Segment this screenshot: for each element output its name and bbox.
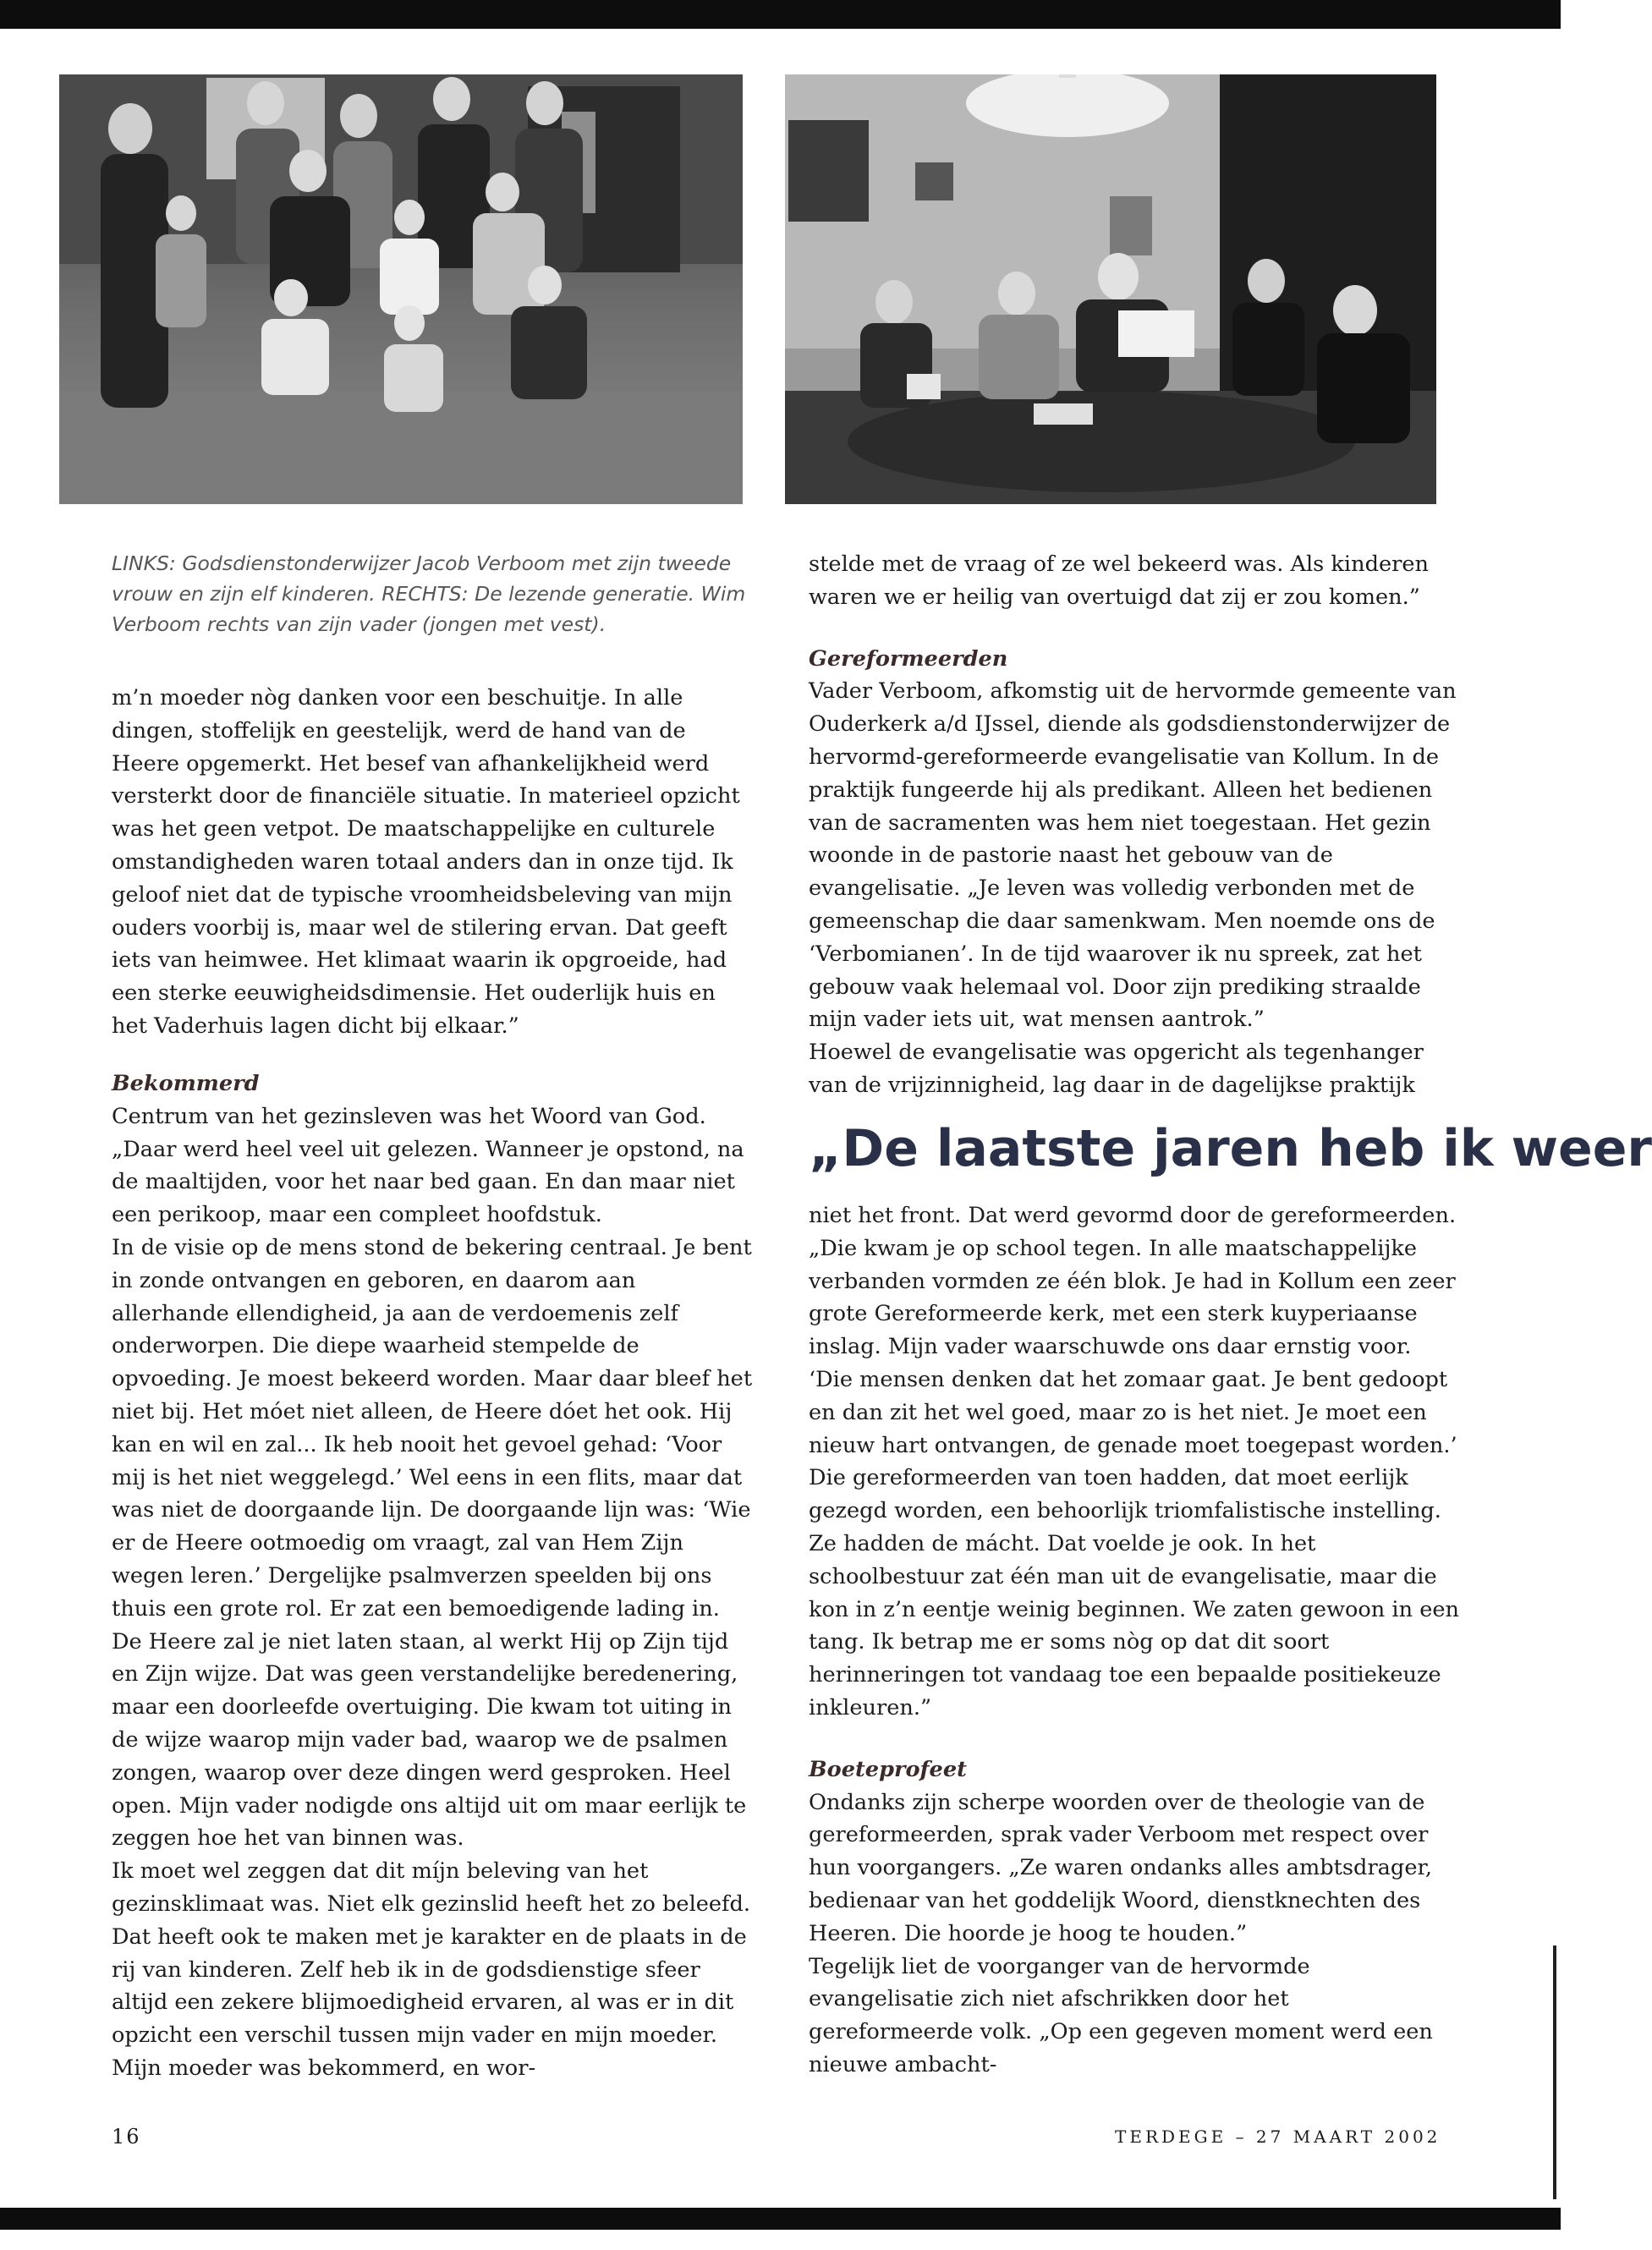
section-heading-boeteprofeet: Boeteprofeet bbox=[809, 1756, 967, 1782]
paragraph: Tegelijk liet de voorganger van de hervormde evangelisatie zich niet afschrikken door het gereformeerde volk. „Op een gegeven moment werd een nieuwe ambacht- bbox=[809, 1953, 1433, 2077]
paragraph: Hoewel de evangelisatie was opgericht als tegenhanger van de vrijzinnigheid, lag daar in de dagelijkse praktijk bbox=[809, 1040, 1424, 1098]
left-column-section bbox=[112, 1067, 755, 2085]
paragraph: stelde met de vraag of ze wel bekeerd was. Als kinderen waren we er heilig van overtuigd dat zij er zou komen.” bbox=[809, 552, 1429, 610]
paragraph: Vader Verboom, afkomstig uit de hervormde gemeente van Ouderkerk a/d IJssel, diende als godsdienstonderwijzer de hervormd-gereformeerde evangelisatie van Kollum. In de praktijk fungeerde hij als predikant. Alleen het bedienen van de sacramenten was hem niet toegestaan. Het gezin woonde in de pastorie naast het gebouw van de evangelisatie. „Je leven was volledig verbonden met de gemeenschap die daar samenkwam. Men noemde ons de ‘Verbomianen’. In de tijd waarover ik nu spreek, zat het gebouw vaak helemaal vol. Door zijn prediking straalde mijn vader iets uit, wat mensen aantrok.” bbox=[809, 678, 1457, 1033]
family-reading-illustration bbox=[780, 69, 1441, 509]
bottom-border-bar bbox=[0, 2208, 1561, 2230]
paragraph: niet het front. Dat werd gevormd door de gereformeerden. „Die kwam je op school tegen. In alle maatschappelijke verbanden vormden ze één blok. Je had in Kollum een zeer grote Gereformeerde kerk, met een sterk kuyperiaanse inslag. Mijn vader waarschuwde ons daar ernstig voor. ‘Die mensen denken dat het zomaar gaat. Je bent gedoopt en dan zit het wel goed, maar zo is het niet. Je moet een nieuw hart ontvangen, de genade moet toegepast worden.’ bbox=[809, 1203, 1457, 1458]
top-border-bar bbox=[0, 0, 1561, 29]
paragraph: Ik moet wel zeggen dat dit míjn beleving van het gezinsklimaat was. Niet elk gezinslid heeft het zo beleefd. Dat heeft ook te maken met je karakter en de plaats in de rij van kinderen. Zelf heb ik in de godsdienstige sfeer altijd een zekere blijmoedigheid ervaren, al was er in dit opzicht een verschil tussen mijn vader en mijn moeder. Mijn moeder was bekommerd, en wor- bbox=[112, 1858, 751, 2081]
family-reading-photo bbox=[780, 69, 1441, 509]
right-column-bottom bbox=[809, 1199, 1460, 2082]
publication-footer: TERDEGE – 27 MAART 2002 bbox=[1115, 2127, 1441, 2147]
section-heading-gereformeerden: Gereformeerden bbox=[809, 645, 1008, 672]
paragraph: Ondanks zijn scherpe woorden over de theologie van de gereformeerden, sprak vader Verboom met respect over hun voorgangers. „Ze waren ondanks alles ambtsdrager, bedienaar van het goddelijk Woord, dienstknechten des Heeren. Die hoorde je hoog te houden.” bbox=[809, 1789, 1433, 1946]
paragraph: m’n moeder nòg danken voor een beschuitje. In alle dingen, stoffelijk en geestelijk, werd de hand van de Heere opgemerkt. Het besef van afhankelijkheid werd versterkt door de financiële situatie. In materieel opzicht was het geen vetpot. De maatschappelijke en culturele omstandigheden waren totaal anders dan in onze tijd. Ik geloof niet dat de typische vroomheidsbeleving van mijn ouders voorbij is, maar wel de stilering ervan. Dat geeft iets van heimwee. Het klimaat waarin ik opgroeide, had een sterke eeuwigheidsdimensie. Het ouderlijk huis en het Vaderhuis lagen dicht bij elkaar.” bbox=[112, 685, 740, 1039]
family-group-illustration bbox=[54, 69, 748, 509]
paragraph: Die gereformeerden van toen hadden, dat moet eerlijk gezegd worden, een behoorlijk triomfalistische instelling. Ze hadden de mácht. Dat voelde je ook. In het schoolbestuur zat één man uit de evangelisatie, maar die kon in z’n eentje weinig beginnen. We zaten gewoon in een tang. Ik betrap me er soms nòg op dat dit soort herinneringen tot vandaag toe een bepaalde positiekeuze inkleuren.” bbox=[809, 1465, 1459, 1720]
page-number: 16 bbox=[112, 2125, 141, 2148]
right-column-top bbox=[809, 548, 1460, 1102]
left-column-intro bbox=[112, 682, 755, 1043]
paragraph: Centrum van het gezinsleven was het Woord van God. „Daar werd heel veel uit gelezen. Wanneer je opstond, na de maaltijden, voor het naar bed gaan. En dan maar niet een perikoop, maar een compleet hoofdstuk. bbox=[112, 1103, 744, 1228]
pull-quote: „De laatste jaren heb ik weer bbox=[809, 1119, 1652, 1178]
right-margin-rule bbox=[1553, 1945, 1556, 2199]
paragraph: In de visie op de mens stond de bekering centraal. Je bent in zonde ontvangen en geboren, en daarom aan allerhande ellendigheid, ja aan de verdoemenis zelf onderworpen. Die diepe waarheid stempelde de opvoeding. Je moest bekeerd worden. Maar daar bleef het niet bij. Het móet niet alleen, de Heere dóet het ook. Hij kan en wil en zal... Ik heb nooit het gevoel gehad: ‘Voor mij is het niet weggelegd.’ Wel eens in een flits, maar dat was niet de doorgaande lijn. De doorgaande lijn was: ‘Wie er de Heere ootmoedig om vraagt, zal van Hem Zijn wegen leren.’ Dergelijke psalmverzen speelden bij ons thuis een grote rol. Er zat een bemoedigende lading in. De Heere zal je niet laten staan, al werkt Hij op Zijn tijd en Zijn wijze. Dat was geen verstandelijke beredenering, maar een doorleefde overtuiging. Die kwam tot uiting in de wijze waarop mijn vader bad, waarop we de psalmen zongen, waarop over deze dingen werd gesproken. Heel open. Mijn vader nodigde ons altijd uit om maar eerlijk te zeggen hoe het van binnen was. bbox=[112, 1234, 753, 1852]
family-group-photo bbox=[54, 69, 748, 509]
photo-caption: LINKS: Godsdienstonderwijzer Jacob Verboom met zijn tweede vrouw en zijn elf kinderen. RECHTS: De lezende generatie. Wim Verboom rechts van zijn vader (jongen met vest). bbox=[112, 552, 746, 636]
section-heading-bekommerd: Bekommerd bbox=[112, 1071, 260, 1096]
